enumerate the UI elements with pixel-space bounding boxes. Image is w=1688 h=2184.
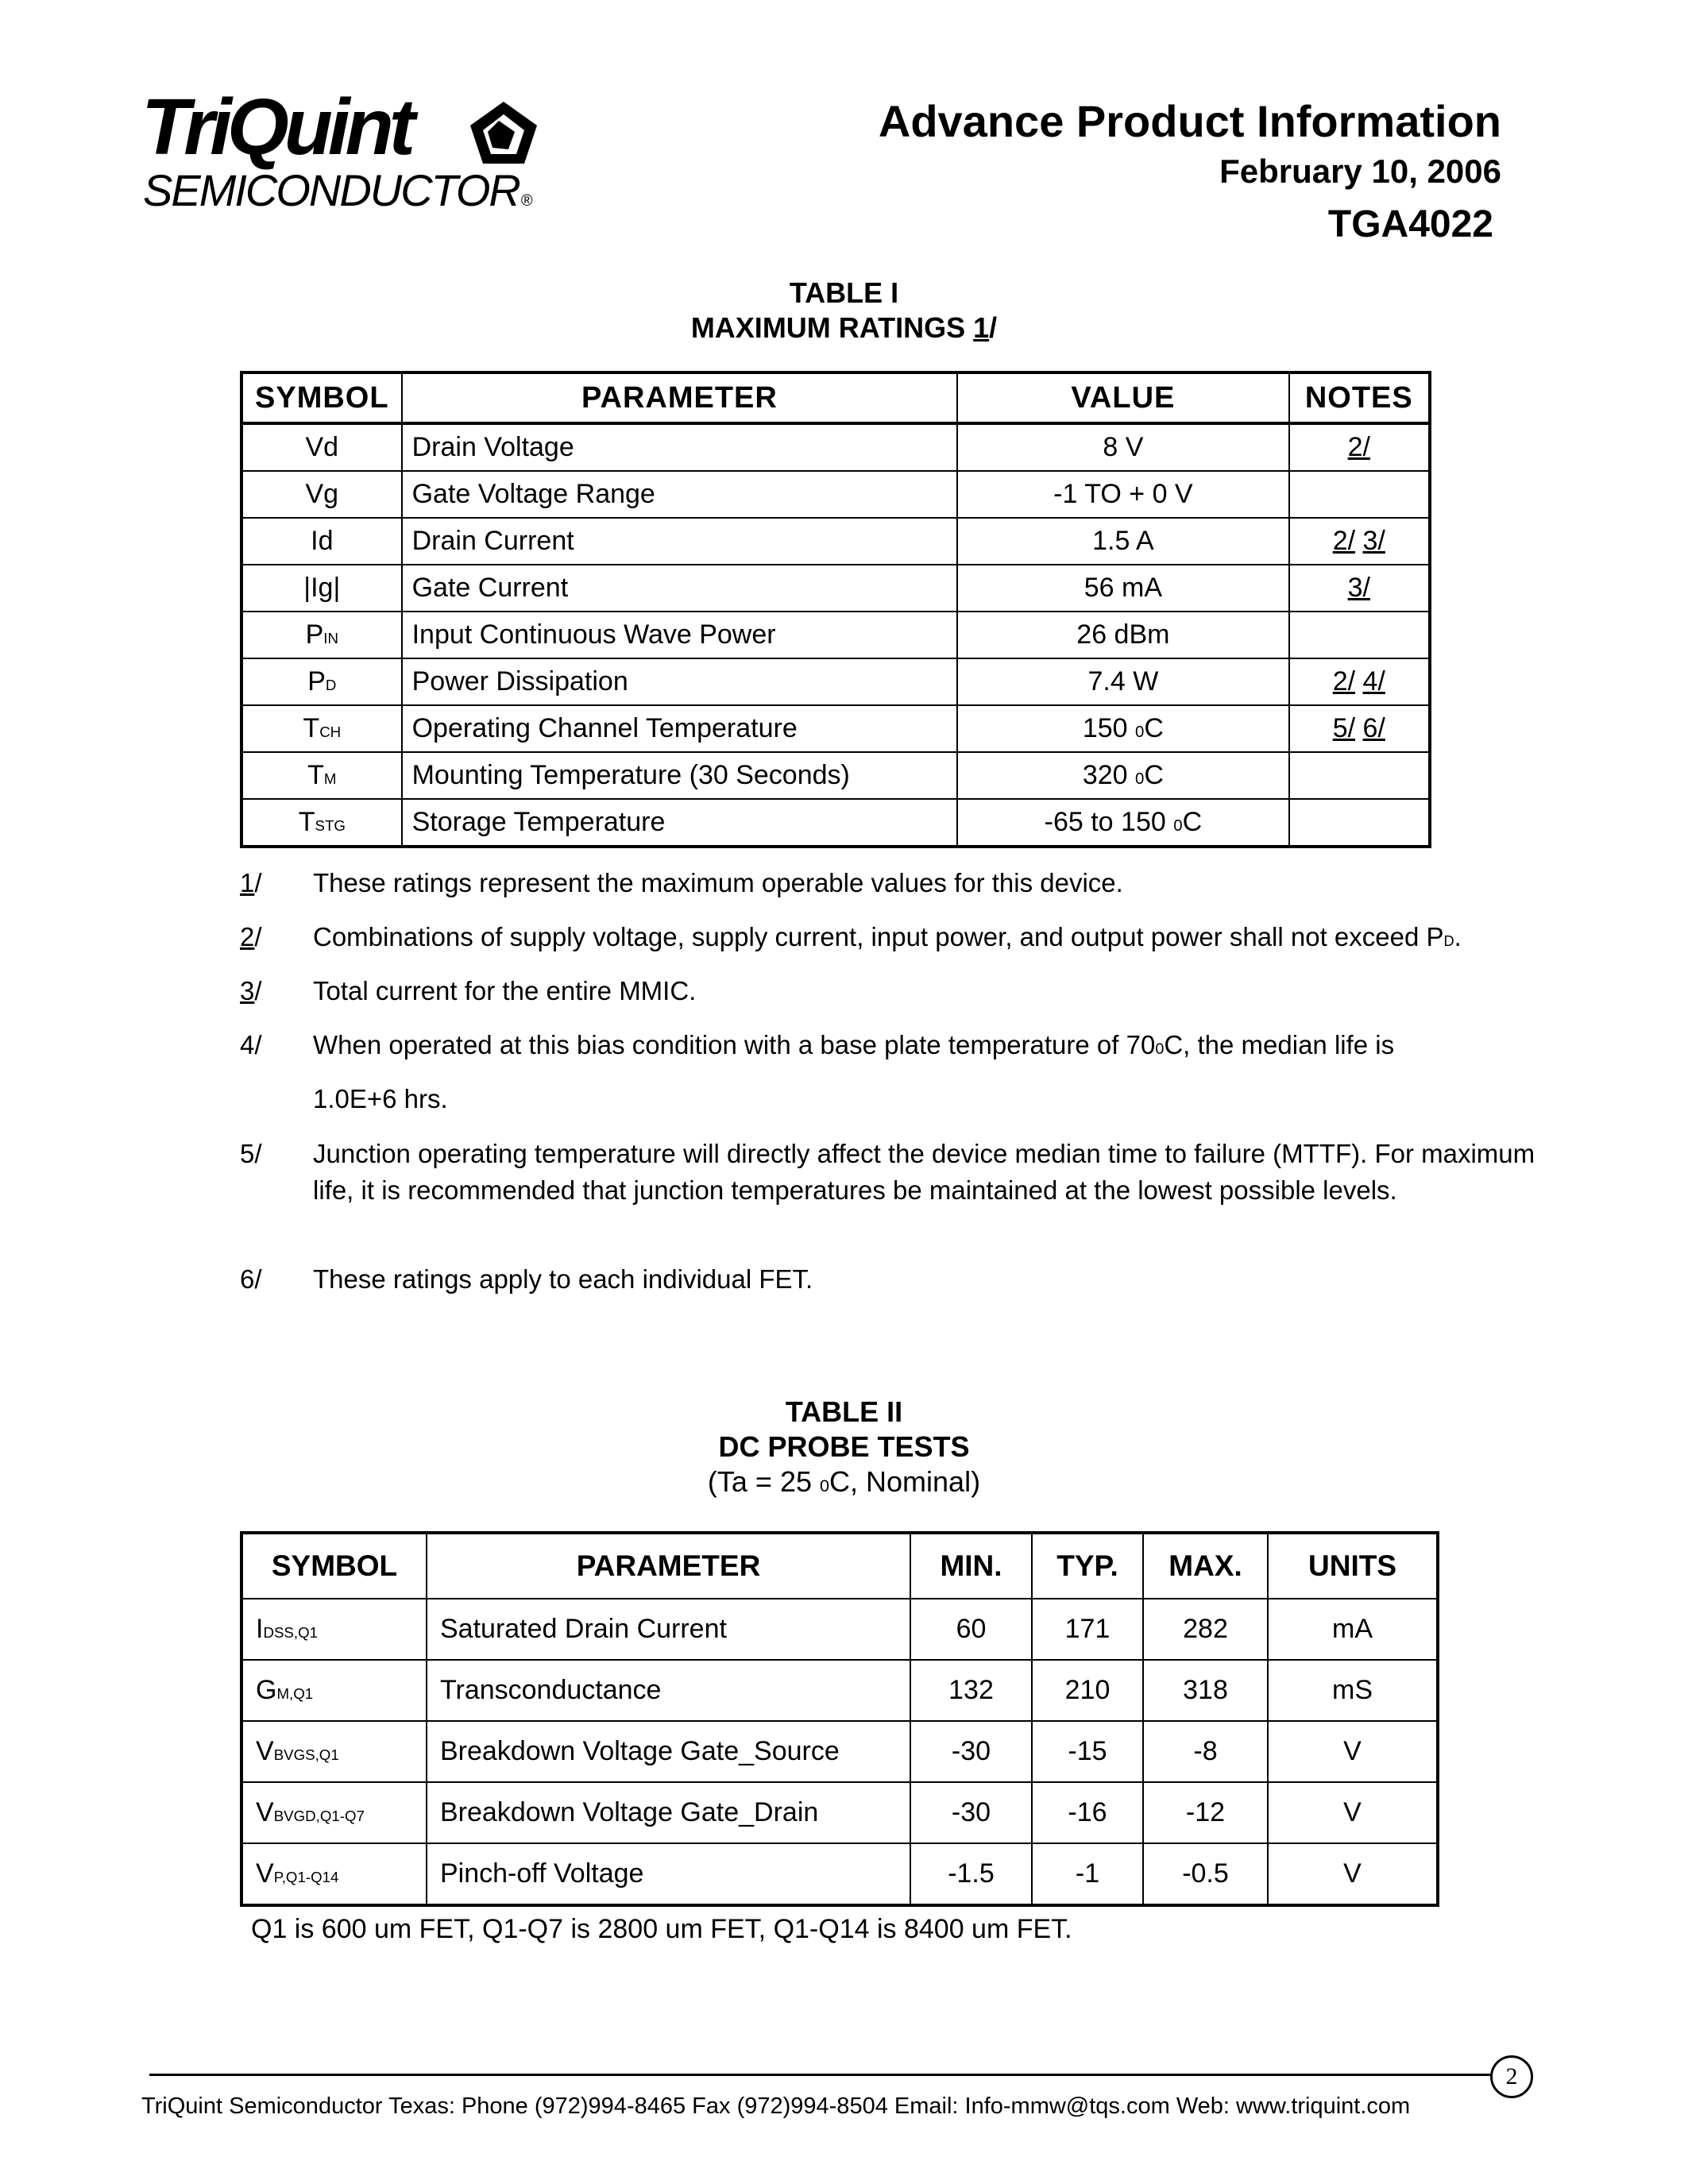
footnote-superscript: 0 — [1155, 1040, 1165, 1058]
header-symbol: SYMBOL — [241, 1533, 427, 1599]
footnote-2 — [240, 919, 1551, 955]
footnote-text — [313, 1027, 1552, 1117]
header-min: MIN. — [910, 1533, 1032, 1599]
table-row — [241, 612, 1430, 658]
footnote-number: 3/ — [240, 976, 262, 1005]
cell-parameter: Drain Current — [402, 518, 958, 565]
note-ref: 2/ — [1347, 432, 1370, 462]
table2-footnote: Q1 is 600 um FET, Q1-Q7 is 2800 um FET, Q1-Q14 is 8400 um FET. — [251, 1914, 1072, 1944]
logo-subtitle — [143, 167, 531, 225]
cell-symbol — [241, 1782, 427, 1843]
table1-caption — [0, 276, 1688, 345]
logo-pentagon-icon — [467, 98, 540, 167]
cell-min: -30 — [910, 1782, 1032, 1843]
cell-notes — [1289, 612, 1430, 658]
logo-wordmark: TriQuint — [141, 83, 411, 172]
cell-notes — [1289, 471, 1430, 518]
cell-symbol: Vd — [241, 423, 402, 471]
table-row — [241, 1782, 1438, 1843]
header-notes: NOTES — [1289, 372, 1430, 423]
cell-symbol — [241, 752, 402, 799]
header-units: UNITS — [1268, 1533, 1438, 1599]
symbol-base: V — [256, 1858, 274, 1889]
footnote-number-text: 3 — [240, 976, 255, 1005]
table1-caption-text: MAXIMUM RATINGS — [690, 311, 966, 344]
note-ref: 6/ — [1362, 713, 1385, 743]
caption-condition-post: C, Nominal) — [829, 1465, 981, 1498]
table-row — [241, 1843, 1438, 1905]
cell-units: mS — [1268, 1660, 1438, 1721]
cell-units: V — [1268, 1843, 1438, 1905]
table-row — [241, 658, 1430, 705]
cell-max: -8 — [1143, 1721, 1268, 1782]
table1-caption-line1: TABLE I — [789, 276, 899, 309]
table-row — [241, 565, 1430, 612]
cell-symbol — [241, 799, 402, 847]
logo-subtitle-text: SEMICONDUCTOR — [143, 165, 520, 215]
cell-max: 282 — [1143, 1599, 1268, 1660]
cell-units: mA — [1268, 1599, 1438, 1660]
footnote-subscript: D — [1443, 933, 1454, 949]
cell-parameter: Mounting Temperature (30 Seconds) — [402, 752, 958, 799]
table-row — [241, 518, 1430, 565]
cell-parameter: Power Dissipation — [402, 658, 958, 705]
symbol-subscript: IN — [323, 630, 338, 646]
value-unit: C — [1182, 807, 1203, 837]
cell-notes — [1289, 518, 1430, 565]
footnote-number: 2/ — [240, 922, 262, 951]
cell-units: V — [1268, 1782, 1438, 1843]
symbol-subscript: M — [323, 770, 337, 787]
degree-mark: 0 — [1135, 770, 1145, 788]
symbol-base: I — [256, 1614, 264, 1644]
cell-typ: -1 — [1032, 1843, 1143, 1905]
note-ref: 2/ — [1332, 666, 1356, 696]
cell-notes — [1289, 799, 1430, 847]
cell-value: 8 V — [957, 423, 1288, 471]
registered-mark: ® — [520, 192, 531, 210]
document-title: Advance Product Information — [878, 96, 1501, 146]
dc-probe-tests-table — [240, 1531, 1439, 1907]
cell-value — [957, 705, 1288, 752]
cell-typ: -15 — [1032, 1721, 1143, 1782]
cell-value — [957, 752, 1288, 799]
footnote-text: Junction operating temperature will directly affect the device median time to failure (MTTF). For maximum life, it is recommended that junction temperatures be maintained at the lowest possible levels. — [313, 1139, 1535, 1205]
note-ref: 2/ — [1332, 526, 1356, 556]
symbol-subscript: BVGS,Q1 — [273, 1746, 339, 1763]
table-row — [241, 799, 1430, 847]
cell-parameter: Breakdown Voltage Gate_Source — [427, 1721, 910, 1782]
cell-typ: -16 — [1032, 1782, 1143, 1843]
degree-mark: 0 — [1135, 723, 1145, 741]
cell-units: V — [1268, 1721, 1438, 1782]
symbol-base: T — [298, 807, 315, 837]
cell-symbol — [241, 1843, 427, 1905]
symbol-subscript: BVGD,Q1-Q7 — [273, 1808, 365, 1824]
footnote-number: 1/ — [240, 868, 262, 897]
footnote-text — [313, 919, 1552, 955]
footnote-text: These ratings represent the maximum operable values for this device. — [313, 868, 1123, 897]
cell-parameter: Gate Current — [402, 565, 958, 612]
cell-symbol: Vg — [241, 471, 402, 518]
cell-notes — [1289, 565, 1430, 612]
cell-parameter: Operating Channel Temperature — [402, 705, 958, 752]
table2-caption-line3 — [0, 1464, 1688, 1499]
cell-parameter: Gate Voltage Range — [402, 471, 958, 518]
cell-symbol — [241, 1721, 427, 1782]
cell-value: 1.5 A — [957, 518, 1288, 565]
cell-value: 56 mA — [957, 565, 1288, 612]
table1-caption-note-ref: 1 — [973, 311, 990, 344]
cell-min: -1.5 — [910, 1843, 1032, 1905]
cell-max: 318 — [1143, 1660, 1268, 1721]
footnote-number: 6/ — [240, 1264, 262, 1294]
cell-value — [957, 799, 1288, 847]
part-number: TGA4022 — [1327, 203, 1493, 245]
header-parameter: PARAMETER — [427, 1533, 910, 1599]
table2-caption-line2: DC PROBE TESTS — [718, 1430, 970, 1463]
page-number: 2 — [1490, 2055, 1533, 2098]
cell-parameter: Storage Temperature — [402, 799, 958, 847]
table2-caption — [0, 1395, 1688, 1499]
symbol-base: T — [303, 713, 320, 743]
cell-value: 7.4 W — [957, 658, 1288, 705]
footnote-4 — [240, 1027, 1551, 1122]
footnote-5 — [240, 1136, 1551, 1247]
footnote-number: 5/ — [240, 1139, 262, 1168]
symbol-base: P — [307, 666, 326, 696]
cell-notes — [1289, 658, 1430, 705]
maximum-ratings-table — [240, 371, 1431, 848]
table-row — [241, 1721, 1438, 1782]
table-header-row — [241, 1533, 1438, 1599]
footnote-text: Total current for the entire MMIC. — [313, 976, 697, 1005]
cell-value: 26 dBm — [957, 612, 1288, 658]
note-ref: 3/ — [1362, 526, 1385, 556]
caption-degree-mark: 0 — [820, 1476, 830, 1495]
cell-parameter: Pinch-off Voltage — [427, 1843, 910, 1905]
company-logo — [141, 83, 539, 215]
cell-parameter: Drain Voltage — [402, 423, 958, 471]
footnote-number-text: 2 — [240, 922, 255, 951]
footnote-3 — [240, 973, 1551, 1009]
cell-symbol: Id — [241, 518, 402, 565]
cell-parameter: Saturated Drain Current — [427, 1599, 910, 1660]
table-row — [241, 471, 1430, 518]
header-max: MAX. — [1143, 1533, 1268, 1599]
symbol-base: G — [256, 1675, 277, 1705]
symbol-subscript: CH — [319, 723, 342, 740]
cell-notes — [1289, 423, 1430, 471]
cell-max: -0.5 — [1143, 1843, 1268, 1905]
cell-parameter: Breakdown Voltage Gate_Drain — [427, 1782, 910, 1843]
symbol-base: V — [256, 1797, 274, 1827]
footnote-number: 4/ — [240, 1030, 262, 1059]
symbol-base: T — [307, 760, 324, 790]
cell-symbol — [241, 705, 402, 752]
cell-typ: 171 — [1032, 1599, 1143, 1660]
footer-contact: TriQuint Semiconductor Texas: Phone (972)994-8465 Fax (972)994-8504 Email: Info-mmw@tqs.com Web: www.triquint.com — [141, 2093, 1411, 2119]
cell-notes — [1289, 705, 1430, 752]
cell-max: -12 — [1143, 1782, 1268, 1843]
value-number: 320 — [1082, 760, 1128, 790]
footnote-text-main: Combinations of supply voltage, supply current, input power, and output power shall not exceed P — [313, 922, 1444, 951]
value-unit: C — [1144, 760, 1164, 790]
footnote-text-line2: 1.0E+6 hrs. — [313, 1084, 448, 1113]
cell-min: -30 — [910, 1721, 1032, 1782]
cell-parameter: Input Continuous Wave Power — [402, 612, 958, 658]
caption-condition-pre: (Ta = 25 — [707, 1465, 821, 1498]
table-header-row — [241, 372, 1430, 423]
table2-caption-line1: TABLE II — [785, 1395, 903, 1428]
cell-symbol — [241, 1660, 427, 1721]
header-value: VALUE — [957, 372, 1288, 423]
symbol-subscript: D — [325, 677, 337, 693]
header-symbol: SYMBOL — [241, 372, 402, 423]
cell-symbol — [241, 658, 402, 705]
footnote-number-text: 1 — [240, 868, 255, 897]
symbol-subscript: DSS,Q1 — [263, 1624, 318, 1641]
symbol-base: P — [305, 619, 324, 650]
symbol-base: V — [256, 1736, 274, 1766]
header-typ: TYP. — [1032, 1533, 1143, 1599]
table-row — [241, 705, 1430, 752]
table-row — [241, 1599, 1438, 1660]
cell-typ: 210 — [1032, 1660, 1143, 1721]
table-row — [241, 1660, 1438, 1721]
note-ref: 3/ — [1347, 573, 1370, 603]
footer-divider — [149, 2074, 1492, 2076]
value-unit: C — [1144, 713, 1164, 743]
note-ref: 5/ — [1332, 713, 1356, 743]
table-row — [241, 423, 1430, 471]
footnote-1 — [240, 865, 1551, 901]
note-ref: 4/ — [1362, 666, 1385, 696]
cell-value: -1 TO + 0 V — [957, 471, 1288, 518]
cell-symbol: |Ig| — [241, 565, 402, 612]
footnote-text-tail: . — [1454, 922, 1462, 951]
symbol-subscript: M,Q1 — [276, 1685, 314, 1702]
cell-notes — [1289, 752, 1430, 799]
symbol-subscript: STG — [315, 817, 346, 834]
cell-parameter: Transconductance — [427, 1660, 910, 1721]
cell-symbol — [241, 1599, 427, 1660]
degree-mark: 0 — [1173, 817, 1183, 835]
symbol-subscript: P,Q1-Q14 — [273, 1869, 339, 1885]
header-parameter: PARAMETER — [402, 372, 958, 423]
cell-min: 132 — [910, 1660, 1032, 1721]
cell-min: 60 — [910, 1599, 1032, 1660]
table1-caption-line2: MAXIMUM RATINGS 1/ — [690, 311, 998, 344]
cell-symbol — [241, 612, 402, 658]
document-date: February 10, 2006 — [1219, 152, 1501, 190]
footnote-text-main: When operated at this bias condition with a base plate temperature of 70 — [313, 1030, 1156, 1059]
footnote-6 — [240, 1261, 1551, 1298]
footnote-text-tail: C, the median life is — [1164, 1030, 1395, 1059]
table-row — [241, 752, 1430, 799]
value-number: -65 to 150 — [1044, 807, 1166, 837]
footnote-text: These ratings apply to each individual FET. — [313, 1264, 813, 1294]
value-number: 150 — [1082, 713, 1128, 743]
